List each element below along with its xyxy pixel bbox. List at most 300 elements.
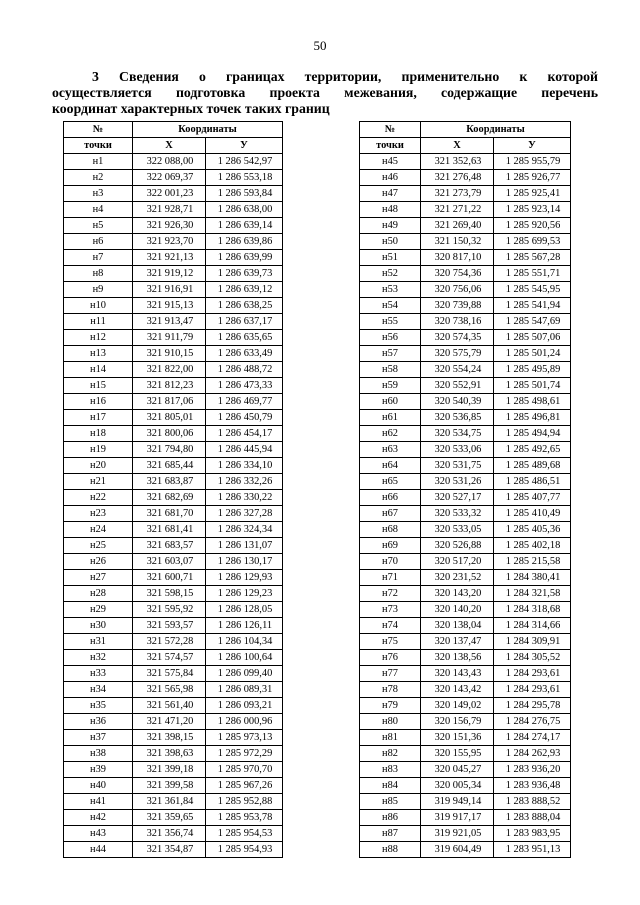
table-row — [360, 682, 571, 698]
point-number-cell: н36 — [64, 714, 133, 730]
y-coordinate-cell: 1 285 541,94 — [494, 298, 571, 314]
point-number-cell: н18 — [64, 426, 133, 442]
x-coordinate-cell: 320 517,20 — [421, 554, 494, 570]
y-coordinate-cell: 1 286 093,21 — [206, 698, 283, 714]
y-coordinate-cell: 1 285 215,58 — [494, 554, 571, 570]
y-coordinate-cell: 1 285 970,70 — [206, 762, 283, 778]
point-number-cell: н3 — [64, 186, 133, 202]
y-coordinate-cell: 1 285 953,78 — [206, 810, 283, 826]
point-number-cell: н67 — [360, 506, 421, 522]
page-number: 50 — [313, 38, 327, 53]
x-coordinate-cell: 320 817,10 — [421, 250, 494, 266]
point-number-cell: н26 — [64, 554, 133, 570]
table-row — [64, 650, 283, 666]
y-coordinate-cell: 1 283 888,04 — [494, 810, 571, 826]
y-coordinate-cell: 1 286 131,07 — [206, 538, 283, 554]
x-coordinate-cell: 321 683,87 — [133, 474, 206, 490]
point-number-cell: н76 — [360, 650, 421, 666]
y-coordinate-cell: 1 285 925,41 — [494, 186, 571, 202]
y-coordinate-cell: 1 283 936,20 — [494, 762, 571, 778]
y-coordinate-cell: 1 285 923,14 — [494, 202, 571, 218]
y-coordinate-cell: 1 285 494,94 — [494, 426, 571, 442]
x-coordinate-cell: 321 399,58 — [133, 778, 206, 794]
y-coordinate-cell: 1 284 293,61 — [494, 666, 571, 682]
x-coordinate-cell: 321 574,57 — [133, 650, 206, 666]
table-row — [64, 410, 283, 426]
coordinates-table-left — [63, 121, 283, 858]
point-number-cell: н17 — [64, 410, 133, 426]
point-number-cell: н63 — [360, 442, 421, 458]
x-coordinate-cell: 321 682,69 — [133, 490, 206, 506]
y-coordinate-cell: 1 285 492,65 — [494, 442, 571, 458]
coordinates-header: Координаты — [421, 122, 571, 138]
y-coordinate-cell: 1 286 633,49 — [206, 346, 283, 362]
point-number-cell: н84 — [360, 778, 421, 794]
table-row — [64, 714, 283, 730]
x-coordinate-cell: 320 231,52 — [421, 570, 494, 586]
table-row — [64, 362, 283, 378]
y-coordinate-cell: 1 283 951,13 — [494, 842, 571, 858]
x-coordinate-cell: 321 572,28 — [133, 634, 206, 650]
table-row — [360, 794, 571, 810]
point-number-cell: н69 — [360, 538, 421, 554]
table-row — [360, 618, 571, 634]
x-coordinate-cell: 322 001,23 — [133, 186, 206, 202]
x-coordinate-cell: 321 575,84 — [133, 666, 206, 682]
point-number-cell: н15 — [64, 378, 133, 394]
table-row — [64, 474, 283, 490]
table-row — [360, 506, 571, 522]
table-row — [360, 218, 571, 234]
x-coordinate-cell: 320 754,36 — [421, 266, 494, 282]
table-row — [360, 554, 571, 570]
table-row — [64, 602, 283, 618]
point-number-cell: н77 — [360, 666, 421, 682]
point-number-cell: н42 — [64, 810, 133, 826]
x-coordinate-cell: 321 916,91 — [133, 282, 206, 298]
y-coordinate-cell: 1 286 553,18 — [206, 170, 283, 186]
x-coordinate-cell: 319 949,14 — [421, 794, 494, 810]
table-row — [360, 650, 571, 666]
x-coordinate-cell: 320 045,27 — [421, 762, 494, 778]
y-coordinate-cell: 1 283 888,52 — [494, 794, 571, 810]
x-coordinate-cell: 320 527,17 — [421, 490, 494, 506]
x-coordinate-cell: 319 604,49 — [421, 842, 494, 858]
table-row — [64, 378, 283, 394]
y-coordinate-cell: 1 286 334,10 — [206, 458, 283, 474]
table-row — [64, 234, 283, 250]
point-number-cell: н29 — [64, 602, 133, 618]
y-coordinate-cell: 1 285 486,51 — [494, 474, 571, 490]
x-coordinate-cell: 321 595,92 — [133, 602, 206, 618]
y-coordinate-cell: 1 285 407,77 — [494, 490, 571, 506]
point-number-cell: н30 — [64, 618, 133, 634]
y-coordinate-cell: 1 285 547,69 — [494, 314, 571, 330]
y-coordinate-cell: 1 286 635,65 — [206, 330, 283, 346]
table-row — [360, 314, 571, 330]
y-coordinate-cell: 1 284 276,75 — [494, 714, 571, 730]
x-coordinate-cell: 321 926,30 — [133, 218, 206, 234]
y-coordinate-cell: 1 285 405,36 — [494, 522, 571, 538]
y-coordinate-cell: 1 285 410,49 — [494, 506, 571, 522]
x-coordinate-cell: 321 561,40 — [133, 698, 206, 714]
table-row — [64, 586, 283, 602]
y-coordinate-cell: 1 284 314,66 — [494, 618, 571, 634]
point-number-cell: н24 — [64, 522, 133, 538]
table-row — [64, 154, 283, 170]
x-coordinate-cell: 320 739,88 — [421, 298, 494, 314]
table-row — [360, 522, 571, 538]
table-row — [64, 746, 283, 762]
y-coordinate-cell: 1 285 920,56 — [494, 218, 571, 234]
point-number-cell: н54 — [360, 298, 421, 314]
y-coordinate-cell: 1 286 130,17 — [206, 554, 283, 570]
point-number-cell: н6 — [64, 234, 133, 250]
point-number-cell: н75 — [360, 634, 421, 650]
y-coordinate-cell: 1 284 262,93 — [494, 746, 571, 762]
point-number-cell: н71 — [360, 570, 421, 586]
point-number-cell: н16 — [64, 394, 133, 410]
table-row — [360, 842, 571, 858]
table-row — [360, 634, 571, 650]
x-coordinate-cell: 321 923,70 — [133, 234, 206, 250]
point-number-cell: н64 — [360, 458, 421, 474]
y-coordinate-cell: 1 286 104,34 — [206, 634, 283, 650]
x-coordinate-cell: 320 138,04 — [421, 618, 494, 634]
table-row — [360, 234, 571, 250]
y-coordinate-cell: 1 285 567,28 — [494, 250, 571, 266]
point-number-cell: н13 — [64, 346, 133, 362]
x-coordinate-cell: 320 138,56 — [421, 650, 494, 666]
table-row — [64, 442, 283, 458]
table-row — [360, 746, 571, 762]
table-row — [64, 218, 283, 234]
x-coordinate-cell: 320 533,06 — [421, 442, 494, 458]
x-header: Х — [421, 138, 494, 154]
x-coordinate-cell: 320 574,35 — [421, 330, 494, 346]
table-row — [64, 666, 283, 682]
point-number-cell: н4 — [64, 202, 133, 218]
table-row — [64, 762, 283, 778]
x-coordinate-cell: 320 533,05 — [421, 522, 494, 538]
x-coordinate-cell: 320 526,88 — [421, 538, 494, 554]
y-coordinate-cell: 1 285 973,13 — [206, 730, 283, 746]
table-row — [64, 570, 283, 586]
point-number-cell: н59 — [360, 378, 421, 394]
table-row — [360, 362, 571, 378]
point-number-cell: н22 — [64, 490, 133, 506]
point-number-cell: н41 — [64, 794, 133, 810]
y-coordinate-cell: 1 286 450,79 — [206, 410, 283, 426]
point-number-cell: н78 — [360, 682, 421, 698]
x-coordinate-cell: 322 069,37 — [133, 170, 206, 186]
number-header: № — [64, 122, 133, 138]
y-coordinate-cell: 1 285 496,81 — [494, 410, 571, 426]
y-header: У — [494, 138, 571, 154]
y-coordinate-cell: 1 284 293,61 — [494, 682, 571, 698]
x-coordinate-cell: 320 155,95 — [421, 746, 494, 762]
point-number-cell: н32 — [64, 650, 133, 666]
table-row — [360, 186, 571, 202]
point-number-cell: н43 — [64, 826, 133, 842]
point-number-cell: н88 — [360, 842, 421, 858]
y-coordinate-cell: 1 283 983,95 — [494, 826, 571, 842]
table-row — [360, 202, 571, 218]
x-coordinate-cell: 321 800,06 — [133, 426, 206, 442]
table-row — [64, 826, 283, 842]
y-coordinate-cell: 1 284 295,78 — [494, 698, 571, 714]
x-coordinate-cell: 320 005,34 — [421, 778, 494, 794]
x-coordinate-cell: 321 354,87 — [133, 842, 206, 858]
point-number-cell: н34 — [64, 682, 133, 698]
y-coordinate-cell: 1 285 952,88 — [206, 794, 283, 810]
x-coordinate-cell: 320 151,36 — [421, 730, 494, 746]
number-header: № — [360, 122, 421, 138]
x-coordinate-cell: 320 533,32 — [421, 506, 494, 522]
table-row — [360, 458, 571, 474]
point-number-cell: н85 — [360, 794, 421, 810]
x-coordinate-cell: 320 137,47 — [421, 634, 494, 650]
point-number-cell: н12 — [64, 330, 133, 346]
x-coordinate-cell: 321 593,57 — [133, 618, 206, 634]
point-number-cell: н1 — [64, 154, 133, 170]
y-coordinate-cell: 1 285 699,53 — [494, 234, 571, 250]
point-number-cell: н39 — [64, 762, 133, 778]
y-coordinate-cell: 1 285 551,71 — [494, 266, 571, 282]
y-coordinate-cell: 1 284 274,17 — [494, 730, 571, 746]
point-number-cell: н38 — [64, 746, 133, 762]
table-row — [360, 442, 571, 458]
x-coordinate-cell: 321 356,74 — [133, 826, 206, 842]
x-coordinate-cell: 321 928,71 — [133, 202, 206, 218]
x-coordinate-cell: 321 271,22 — [421, 202, 494, 218]
table-row — [64, 682, 283, 698]
table-row — [360, 666, 571, 682]
y-coordinate-cell: 1 286 126,11 — [206, 618, 283, 634]
x-coordinate-cell: 320 149,02 — [421, 698, 494, 714]
x-coordinate-cell: 321 681,70 — [133, 506, 206, 522]
table-row — [360, 394, 571, 410]
x-coordinate-cell: 320 140,20 — [421, 602, 494, 618]
table-row — [64, 778, 283, 794]
y-coordinate-cell: 1 283 936,48 — [494, 778, 571, 794]
table-row — [64, 458, 283, 474]
point-number-cell: н27 — [64, 570, 133, 586]
table-row — [360, 810, 571, 826]
x-coordinate-cell: 321 598,15 — [133, 586, 206, 602]
x-coordinate-cell: 320 738,16 — [421, 314, 494, 330]
y-coordinate-cell: 1 285 402,18 — [494, 538, 571, 554]
point-number-cell: н81 — [360, 730, 421, 746]
table-row — [360, 490, 571, 506]
x-coordinate-cell: 321 805,01 — [133, 410, 206, 426]
point-number-cell: н62 — [360, 426, 421, 442]
table-row — [64, 730, 283, 746]
y-coordinate-cell: 1 286 332,26 — [206, 474, 283, 490]
heading-line-3: координат характерных точек таких границ — [52, 101, 330, 116]
table-row — [360, 714, 571, 730]
x-coordinate-cell: 320 156,79 — [421, 714, 494, 730]
table-row — [64, 330, 283, 346]
table-row — [360, 266, 571, 282]
x-coordinate-cell: 320 552,91 — [421, 378, 494, 394]
point-number-cell: н11 — [64, 314, 133, 330]
y-coordinate-cell: 1 285 972,29 — [206, 746, 283, 762]
table-row — [360, 410, 571, 426]
y-coordinate-cell: 1 286 100,64 — [206, 650, 283, 666]
point-number-cell: н83 — [360, 762, 421, 778]
y-coordinate-cell: 1 285 954,93 — [206, 842, 283, 858]
number-header-sub: точки — [360, 138, 421, 154]
point-number-cell: н82 — [360, 746, 421, 762]
table-row — [360, 602, 571, 618]
x-coordinate-cell: 321 269,40 — [421, 218, 494, 234]
table-row — [64, 698, 283, 714]
table-row — [360, 586, 571, 602]
table-row — [64, 506, 283, 522]
y-coordinate-cell: 1 286 488,72 — [206, 362, 283, 378]
y-coordinate-cell: 1 285 926,77 — [494, 170, 571, 186]
point-number-cell: н74 — [360, 618, 421, 634]
point-number-cell: н50 — [360, 234, 421, 250]
coordinates-header: Координаты — [133, 122, 283, 138]
point-number-cell: н33 — [64, 666, 133, 682]
point-number-cell: н70 — [360, 554, 421, 570]
y-coordinate-cell: 1 285 545,95 — [494, 282, 571, 298]
table-row — [360, 778, 571, 794]
point-number-cell: н55 — [360, 314, 421, 330]
y-coordinate-cell: 1 286 593,84 — [206, 186, 283, 202]
y-coordinate-cell: 1 286 327,28 — [206, 506, 283, 522]
y-coordinate-cell: 1 286 542,97 — [206, 154, 283, 170]
table-row — [64, 266, 283, 282]
x-coordinate-cell: 321 398,15 — [133, 730, 206, 746]
table-row — [64, 634, 283, 650]
point-number-cell: н31 — [64, 634, 133, 650]
y-coordinate-cell: 1 286 639,86 — [206, 234, 283, 250]
table-row — [64, 202, 283, 218]
x-coordinate-cell: 321 913,47 — [133, 314, 206, 330]
y-coordinate-cell: 1 284 318,68 — [494, 602, 571, 618]
point-number-cell: н14 — [64, 362, 133, 378]
point-number-cell: н37 — [64, 730, 133, 746]
point-number-cell: н44 — [64, 842, 133, 858]
table-row — [64, 810, 283, 826]
x-coordinate-cell: 320 575,79 — [421, 346, 494, 362]
x-coordinate-cell: 321 600,71 — [133, 570, 206, 586]
point-number-cell: н57 — [360, 346, 421, 362]
y-coordinate-cell: 1 284 309,91 — [494, 634, 571, 650]
y-coordinate-cell: 1 285 954,53 — [206, 826, 283, 842]
point-number-cell: н45 — [360, 154, 421, 170]
table-row — [360, 762, 571, 778]
point-number-cell: н48 — [360, 202, 421, 218]
y-coordinate-cell: 1 284 321,58 — [494, 586, 571, 602]
x-coordinate-cell: 321 398,63 — [133, 746, 206, 762]
table-row — [360, 730, 571, 746]
x-coordinate-cell: 321 352,63 — [421, 154, 494, 170]
y-coordinate-cell: 1 284 305,52 — [494, 650, 571, 666]
point-number-cell: н8 — [64, 266, 133, 282]
x-coordinate-cell: 321 399,18 — [133, 762, 206, 778]
y-coordinate-cell: 1 286 324,34 — [206, 522, 283, 538]
point-number-cell: н20 — [64, 458, 133, 474]
y-coordinate-cell: 1 286 129,23 — [206, 586, 283, 602]
coordinates-table-right — [359, 121, 571, 858]
y-coordinate-cell: 1 285 498,61 — [494, 394, 571, 410]
x-coordinate-cell: 321 817,06 — [133, 394, 206, 410]
y-coordinate-cell: 1 286 639,12 — [206, 282, 283, 298]
table-row — [360, 426, 571, 442]
x-coordinate-cell: 321 921,13 — [133, 250, 206, 266]
x-coordinate-cell: 320 756,06 — [421, 282, 494, 298]
x-coordinate-cell: 321 794,80 — [133, 442, 206, 458]
x-coordinate-cell: 321 603,07 — [133, 554, 206, 570]
table-row — [64, 186, 283, 202]
point-number-cell: н25 — [64, 538, 133, 554]
y-coordinate-cell: 1 286 330,22 — [206, 490, 283, 506]
y-coordinate-cell: 1 285 489,68 — [494, 458, 571, 474]
table-row — [360, 154, 571, 170]
x-coordinate-cell: 321 681,41 — [133, 522, 206, 538]
point-number-cell: н40 — [64, 778, 133, 794]
point-number-cell: н61 — [360, 410, 421, 426]
y-coordinate-cell: 1 286 129,93 — [206, 570, 283, 586]
table-row — [360, 698, 571, 714]
y-coordinate-cell: 1 285 507,06 — [494, 330, 571, 346]
table-row — [64, 250, 283, 266]
x-header: Х — [133, 138, 206, 154]
x-coordinate-cell: 320 143,20 — [421, 586, 494, 602]
point-number-cell: н19 — [64, 442, 133, 458]
x-coordinate-cell: 320 540,39 — [421, 394, 494, 410]
y-coordinate-cell: 1 285 501,24 — [494, 346, 571, 362]
table-row — [360, 330, 571, 346]
table-row — [360, 298, 571, 314]
table-row — [360, 250, 571, 266]
point-number-cell: н23 — [64, 506, 133, 522]
point-number-cell: н72 — [360, 586, 421, 602]
x-coordinate-cell: 321 276,48 — [421, 170, 494, 186]
table-row — [64, 554, 283, 570]
x-coordinate-cell: 321 685,44 — [133, 458, 206, 474]
point-number-cell: н10 — [64, 298, 133, 314]
table-row — [360, 538, 571, 554]
y-coordinate-cell: 1 285 495,89 — [494, 362, 571, 378]
table-row — [64, 394, 283, 410]
y-coordinate-cell: 1 285 967,26 — [206, 778, 283, 794]
point-number-cell: н56 — [360, 330, 421, 346]
table-row — [64, 842, 283, 858]
point-number-cell: н58 — [360, 362, 421, 378]
y-header: У — [206, 138, 283, 154]
point-number-cell: н65 — [360, 474, 421, 490]
point-number-cell: н79 — [360, 698, 421, 714]
x-coordinate-cell: 321 822,00 — [133, 362, 206, 378]
x-coordinate-cell: 321 273,79 — [421, 186, 494, 202]
y-coordinate-cell: 1 286 473,33 — [206, 378, 283, 394]
x-coordinate-cell: 320 536,85 — [421, 410, 494, 426]
y-coordinate-cell: 1 285 955,79 — [494, 154, 571, 170]
y-coordinate-cell: 1 286 445,94 — [206, 442, 283, 458]
x-coordinate-cell: 319 917,17 — [421, 810, 494, 826]
table-row — [64, 298, 283, 314]
y-coordinate-cell: 1 286 639,99 — [206, 250, 283, 266]
table-row — [360, 378, 571, 394]
point-number-cell: н21 — [64, 474, 133, 490]
section-heading — [52, 69, 598, 117]
x-coordinate-cell: 321 910,15 — [133, 346, 206, 362]
